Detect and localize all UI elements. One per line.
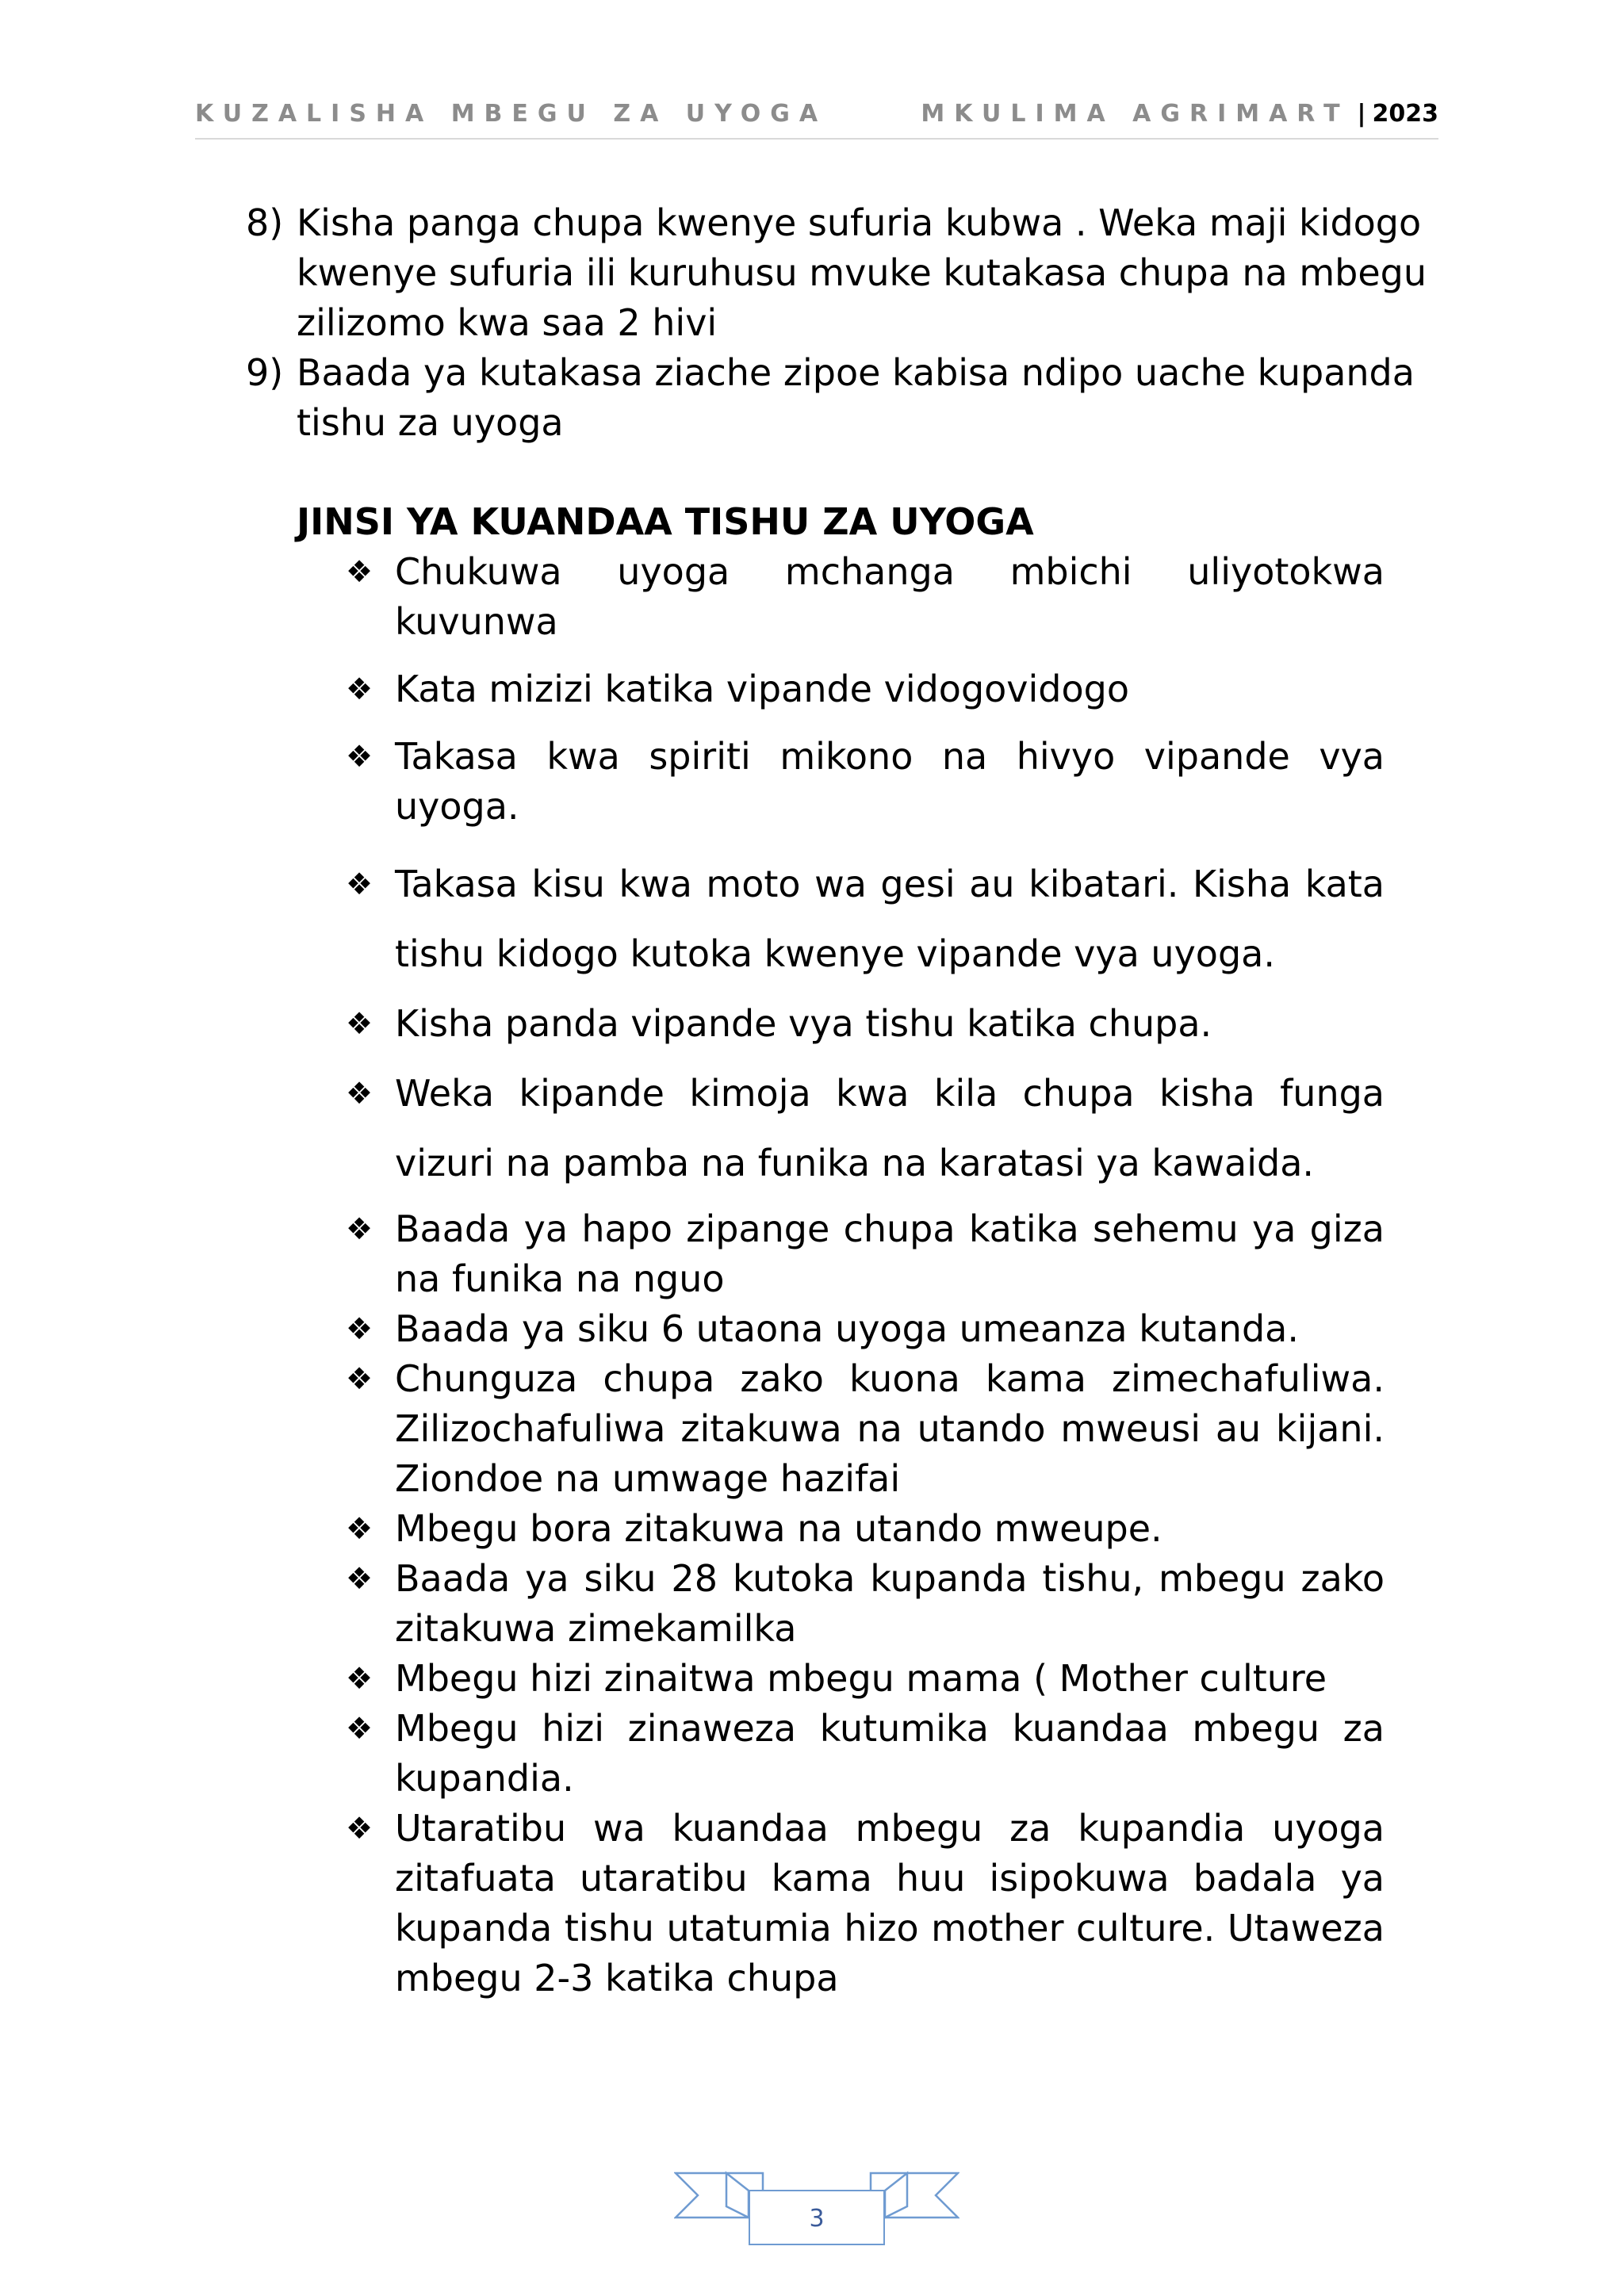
page-body [246, 198, 1435, 2003]
bullet-item [346, 1304, 1385, 1354]
section-heading: JINSI YA KUANDAA TISHU ZA UYOGA [297, 500, 1034, 543]
header-publisher [921, 100, 1438, 128]
bullet-text: Weka kipande kimoja kwa kila chupa kisha funga vizuri na pamba na funika na karatasi ya kawaida. [395, 1072, 1385, 1184]
bullet-item [346, 547, 1385, 647]
diamond-bullet-icon: ❖ [346, 1511, 373, 1546]
diamond-bullet-icon: ❖ [346, 1311, 373, 1346]
diamond-bullet-icon: ❖ [346, 1811, 373, 1846]
diamond-bullet-icon: ❖ [346, 672, 373, 706]
item-number: 8) [246, 201, 284, 244]
bullet-text: Kisha panda vipande vya tishu katika chupa. [395, 1002, 1212, 1045]
bullet-text: Chukuwa uyoga mchanga mbichi uliyotokwa kuvunwa [395, 550, 1385, 643]
bullet-item [346, 732, 1385, 832]
bullet-text: Chunguza chupa zako kuona kama zimechafuliwa. Zilizochafuliwa zitakuwa na utando mweusi au kijani. Ziondoe na umwage hazifai [395, 1357, 1385, 1500]
bullet-text: Baada ya siku 6 utaona uyoga umeanza kutanda. [395, 1307, 1299, 1350]
item-text: Kisha panga chupa kwenye sufuria kubwa . Weka maji kidogo kwenye sufuria ili kuruhusu mvuke kutakasa chupa na mbegu zilizomo kwa saa 2 hivi [297, 201, 1427, 344]
diamond-bullet-icon: ❖ [346, 1661, 373, 1696]
bullet-text: Baada ya siku 28 kutoka kupanda tishu, mbegu zako zitakuwa zimekamilka [395, 1557, 1385, 1650]
diamond-bullet-icon: ❖ [346, 1361, 373, 1396]
bullet-text: Utaratibu wa kuandaa mbegu za kupandia uyoga zitafuata utaratibu kama huu isipokuwa badala ya kupanda tishu utatumia hizo mother culture. Utaweza mbegu 2-3 katika chupa [395, 1807, 1385, 1999]
bullet-item [346, 989, 1385, 1058]
bullet-item [346, 1704, 1385, 1804]
bullet-item [346, 1804, 1385, 2003]
bullet-item [346, 1354, 1385, 1504]
diamond-bullet-icon: ❖ [346, 1006, 373, 1041]
diamond-bullet-icon: ❖ [346, 1211, 373, 1246]
bullet-text: Baada ya hapo zipange chupa katika sehemu ya giza na funika na nguo [395, 1207, 1385, 1300]
bullet-item [346, 1654, 1385, 1704]
diamond-bullet-icon: ❖ [346, 554, 373, 589]
bullet-item [346, 1554, 1385, 1654]
header-document-title: KUZALISHA MBEGU ZA UYOGA [195, 100, 828, 128]
bullet-text: Takasa kwa spiriti mikono na hivyo vipande vya uyoga. [395, 735, 1385, 828]
page-number [749, 2190, 885, 2245]
bullet-item [346, 1504, 1385, 1554]
bullet-text: Kata mizizi katika vipande vidogovidogo [395, 668, 1129, 710]
bullet-text: Mbegu hizi zinaweza kutumika kuandaa mbegu za kupandia. [395, 1707, 1385, 1800]
header-separator: | [1357, 100, 1366, 128]
bullet-item [346, 664, 1385, 714]
bullet-text: Mbegu hizi zinaitwa mbegu mama ( Mother culture [395, 1657, 1327, 1700]
bullet-text: Mbegu bora zitakuwa na utando mweupe. [395, 1507, 1162, 1550]
diamond-bullet-icon: ❖ [346, 1076, 373, 1111]
bullet-item [346, 1058, 1385, 1198]
page-number-text: 3 [809, 2205, 825, 2233]
diamond-bullet-icon: ❖ [346, 867, 373, 901]
bullet-list [246, 547, 1435, 2003]
item-text: Baada ya kutakasa ziache zipoe kabisa ndipo uache kupanda tishu za uyoga [297, 351, 1415, 444]
numbered-item [246, 198, 1435, 348]
bullet-item [346, 1204, 1385, 1304]
diamond-bullet-icon: ❖ [346, 739, 373, 774]
bullet-item [346, 849, 1385, 989]
header-year: 2023 [1372, 100, 1438, 128]
numbered-item [246, 348, 1435, 448]
item-number: 9) [246, 351, 284, 394]
diamond-bullet-icon: ❖ [346, 1561, 373, 1596]
page-header [195, 94, 1438, 140]
diamond-bullet-icon: ❖ [346, 1711, 373, 1746]
header-publisher-name: MKULIMA AGRIMART [921, 100, 1350, 128]
bullet-text: Takasa kisu kwa moto wa gesi au kibatari. Kisha kata tishu kidogo kutoka kwenye vipande vya uyoga. [395, 863, 1385, 975]
